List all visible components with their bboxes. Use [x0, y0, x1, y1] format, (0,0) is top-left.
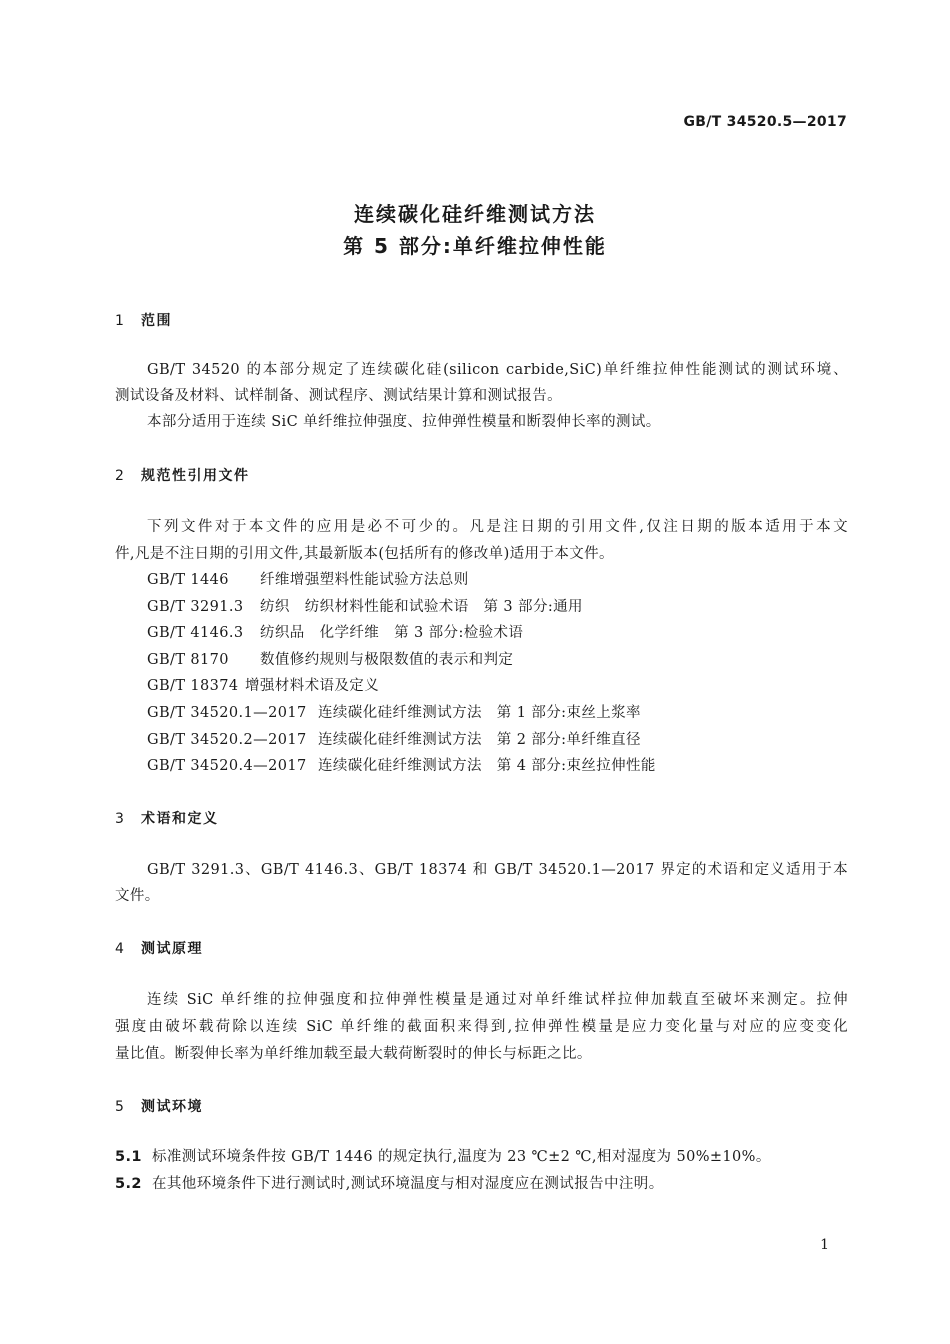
clause-5-2 — [115, 1172, 664, 1193]
paragraph-line: 测试设备及材料、试样制备、测试程序、测试结果计算和测试报告。 — [115, 388, 562, 404]
reference-item — [147, 754, 656, 775]
section-number: 3 — [115, 811, 126, 827]
paragraph-line: 件,凡是不注日期的引用文件,其最新版本(包括所有的修改单)适用于本文件。 — [115, 546, 614, 562]
section-title: 范围 — [141, 313, 172, 329]
paragraph-line: 强度由破坏载荷除以连续 SiC 单纤维的截面积来得到,拉伸弹性模量是应力变化量与对应的应变变化 — [115, 1019, 848, 1035]
reference-item — [147, 648, 513, 669]
reference-item — [147, 674, 379, 695]
reference-code: GB/T 34520.1—2017 — [147, 705, 307, 721]
section-number: 1 — [115, 313, 126, 329]
reference-code: GB/T 8170 — [147, 652, 229, 668]
reference-item — [147, 595, 583, 616]
reference-title: 纺织品 化学纤维 第 3 部分:检验术语 — [260, 625, 524, 641]
reference-item — [147, 568, 469, 589]
section-title: 规范性引用文件 — [141, 468, 250, 484]
reference-item — [147, 621, 523, 642]
document-title-line2: 第 5 部分:单纤维拉伸性能 — [343, 234, 607, 258]
clause-text: 标准测试环境条件按 GB/T 1446 的规定执行,温度为 23 ℃±2 ℃,相对湿度为 50%±10%。 — [152, 1149, 771, 1165]
clause-number: 5.2 — [115, 1176, 142, 1192]
section-3-heading — [115, 808, 219, 828]
clause-text: 在其他环境条件下进行测试时,测试环境温度与相对湿度应在测试报告中注明。 — [152, 1176, 664, 1192]
section-number: 2 — [115, 468, 126, 484]
reference-code: GB/T 18374 — [147, 678, 239, 694]
standard-code: GB/T 34520.5—2017 — [683, 114, 847, 130]
reference-code: GB/T 34520.2—2017 — [147, 732, 307, 748]
section-number: 5 — [115, 1099, 126, 1115]
section-4-heading — [115, 938, 203, 958]
section-2-heading — [115, 465, 250, 485]
section-title: 测试环境 — [141, 1099, 203, 1115]
reference-item — [147, 701, 641, 722]
clause-number: 5.1 — [115, 1149, 142, 1165]
reference-code: GB/T 4146.3 — [147, 625, 244, 641]
reference-title: 增强材料术语及定义 — [245, 678, 380, 694]
reference-code: GB/T 34520.4—2017 — [147, 758, 307, 774]
reference-title: 连续碳化硅纤维测试方法 第 1 部分:束丝上浆率 — [318, 705, 641, 721]
section-number: 4 — [115, 941, 126, 957]
section-title: 测试原理 — [141, 941, 203, 957]
reference-title: 连续碳化硅纤维测试方法 第 2 部分:单纤维直径 — [318, 732, 641, 748]
paragraph-line: 连续 SiC 单纤维的拉伸强度和拉伸弹性模量是通过对单纤维试样拉伸加载直至破坏来测定。拉伸 — [147, 992, 848, 1008]
reference-item — [147, 728, 641, 749]
reference-code: GB/T 3291.3 — [147, 599, 244, 615]
paragraph-line: GB/T 34520 的本部分规定了连续碳化硅(silicon carbide,SiC)单纤维拉伸性能测试的测试环境、 — [147, 362, 848, 378]
reference-code: GB/T 1446 — [147, 572, 229, 588]
clause-5-1 — [115, 1145, 771, 1166]
paragraph-line: 文件。 — [115, 888, 160, 904]
section-1-heading — [115, 310, 172, 330]
section-title: 术语和定义 — [141, 811, 219, 827]
paragraph-line: 量比值。断裂伸长率为单纤维加载至最大载荷断裂时的伸长与标距之比。 — [115, 1046, 592, 1062]
paragraph-line: 本部分适用于连续 SiC 单纤维拉伸强度、拉伸弹性模量和断裂伸长率的测试。 — [147, 414, 661, 430]
reference-title: 纤维增强塑料性能试验方法总则 — [260, 572, 469, 588]
paragraph-line: 下列文件对于本文件的应用是必不可少的。凡是注日期的引用文件,仅注日期的版本适用于本文 — [147, 519, 848, 535]
reference-title: 纺织 纺织材料性能和试验术语 第 3 部分:通用 — [260, 599, 583, 615]
section-5-heading — [115, 1096, 203, 1116]
paragraph-line: GB/T 3291.3、GB/T 4146.3、GB/T 18374 和 GB/T 34520.1—2017 界定的术语和定义适用于本 — [147, 862, 848, 878]
reference-title: 连续碳化硅纤维测试方法 第 4 部分:束丝拉伸性能 — [318, 758, 656, 774]
page-number: 1 — [820, 1237, 829, 1253]
reference-title: 数值修约规则与极限数值的表示和判定 — [260, 652, 514, 668]
document-title-line1: 连续碳化硅纤维测试方法 — [354, 202, 596, 226]
